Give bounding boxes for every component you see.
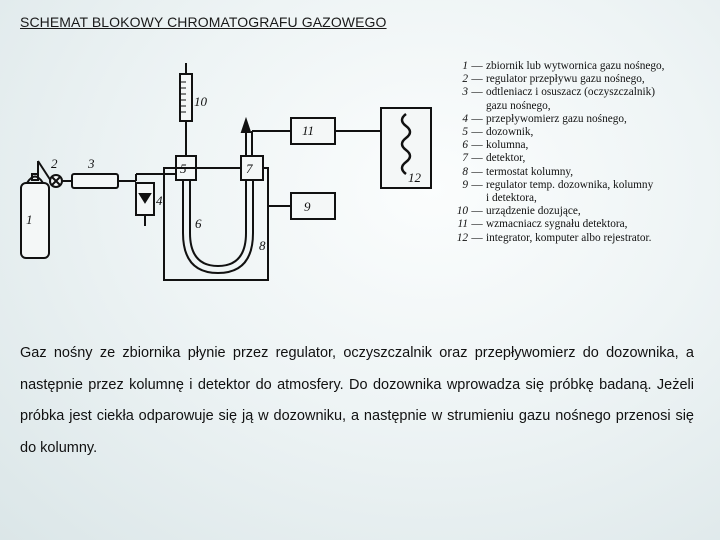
label-8: 8: [259, 238, 266, 253]
legend-item: 12 — integrator, komputer albo rejestrator.: [456, 231, 652, 244]
flow-regulator: [50, 175, 62, 187]
label-12: 12: [408, 170, 421, 185]
purifier: [72, 174, 118, 188]
integrator-recorder: [381, 108, 431, 188]
label-11: 11: [302, 123, 315, 138]
label-7: 7: [246, 161, 253, 176]
legend-item: 10 — urządzenie dozujące,: [456, 205, 581, 218]
label-3: 3: [88, 156, 95, 171]
label-10: 10: [194, 94, 207, 109]
legend-item: 4 — przepływomierz gazu nośnego,: [462, 112, 627, 125]
legend-item: 6 — kolumna,: [462, 139, 529, 152]
legend-item: 8 — termostat kolumny,: [462, 165, 574, 178]
gas-chromatograph-block-diagram: [18, 48, 443, 288]
legend-item: 5 — dozownik,: [462, 126, 534, 139]
legend-item: 2 — regulator przepływu gazu nośnego,: [462, 73, 645, 86]
legend-item-continuation: i detektora,: [486, 192, 537, 205]
legend-item-continuation: gazu nośnego,: [486, 99, 551, 112]
legend-item: 11 — wzmacniacz sygnału detektora,: [457, 218, 628, 231]
label-1: 1: [26, 212, 33, 227]
label-2: 2: [51, 156, 58, 171]
legend: [452, 60, 714, 245]
syringe-dosing-device: [180, 63, 192, 156]
column: [183, 180, 253, 273]
legend-item: 9 — regulator temp. dozownika, kolumny: [462, 178, 654, 191]
description-paragraph: Gaz nośny ze zbiornika płynie przez regulator, oczyszczalnik oraz przepływomierz do dozownika, a następnie przez kolumnę i detektor do atmosfery. Do dozownika wprowadza się próbkę badaną. Jeżeli próbka jest ciekła odparowuje się ją w dozowniku, a następnie w strumieniu gazu nośnego przenosi się do kolumny.: [20, 345, 694, 456]
label-5: 5: [180, 161, 187, 176]
label-9: 9: [304, 199, 311, 214]
label-6: 6: [195, 216, 202, 231]
page-title: SCHEMAT BLOKOWY CHROMATOGRAFU GAZOWEGO: [20, 14, 387, 30]
label-4: 4: [156, 193, 163, 208]
legend-item: 1 — zbiornik lub wytwornica gazu nośnego,: [462, 60, 665, 72]
legend-item: 7 — detektor,: [462, 152, 526, 165]
temperature-controller: [291, 193, 335, 219]
flowmeter: [136, 183, 154, 226]
legend-item: 3 — odtleniacz i osuszacz (oczyszczalnik): [462, 86, 656, 99]
